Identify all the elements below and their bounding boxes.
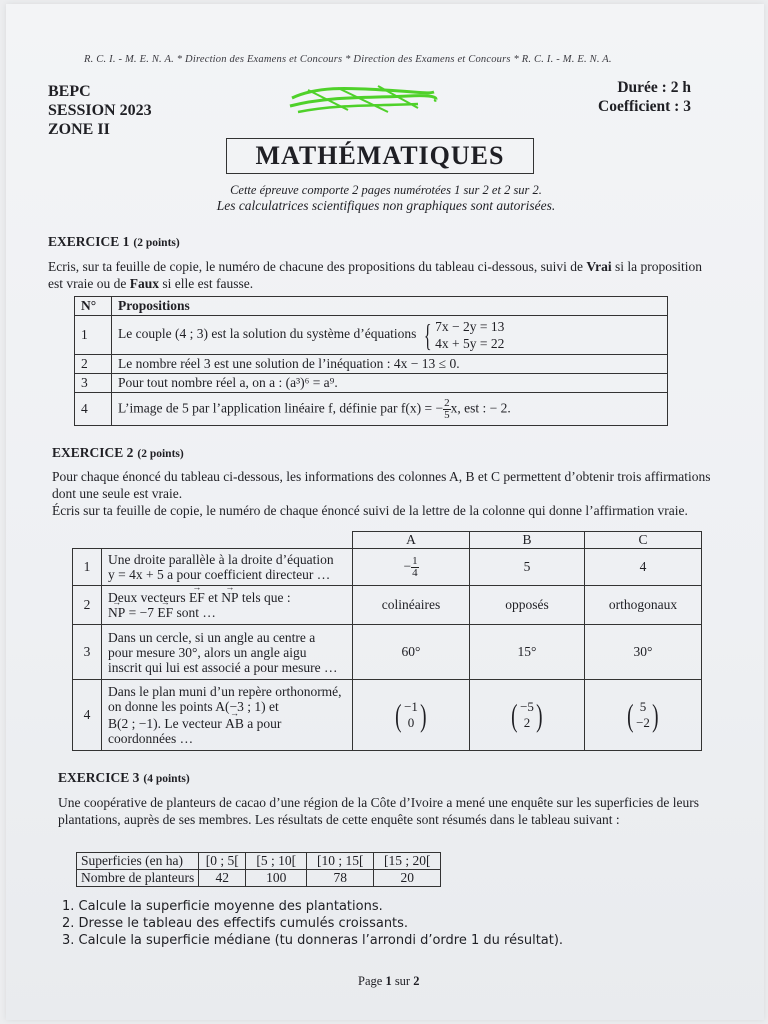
fraction [411, 556, 419, 579]
vector-y: 2 [523, 715, 531, 730]
table-row [75, 297, 668, 316]
row-number: 3 [75, 374, 112, 393]
col-propositions: Propositions [112, 297, 668, 316]
equation-system [420, 318, 505, 352]
statement-line [108, 716, 346, 731]
proposition-cell [112, 393, 668, 426]
ex1-vrai: Vrai [586, 259, 612, 274]
fraction-numerator: 1 [412, 554, 418, 567]
ex3-questions [62, 898, 563, 949]
ex2-title-text: EXERCICE 2 [52, 445, 134, 460]
answer-b: 15° [470, 625, 585, 680]
exam-zone: ZONE II [48, 121, 110, 138]
left-brace: { [423, 317, 432, 353]
col-c: C [585, 532, 702, 549]
table-row [73, 625, 702, 680]
ex2-title [52, 445, 184, 461]
proposition-text-b: x, est : − 2. [450, 400, 511, 416]
footer-text: Page [358, 974, 386, 988]
intro [126, 182, 646, 214]
ex3-instructions: Une coopérative de planteurs de cacao d’une région de la Côte d’Ivoire a mené une enquête sur les superficies de leurs plantations, auprès de ses membres. Les résultats de cette enquête sont résumés dans le tableau suivant : [58, 795, 699, 827]
statement-line: Dans un cercle, si un angle au centre a [108, 629, 316, 645]
table-row [75, 316, 668, 355]
row-label: Superficies (en ha) [77, 853, 199, 870]
vector-y: 0 [407, 715, 415, 730]
subject-title-box [226, 138, 534, 174]
count-cell: 42 [199, 870, 246, 887]
count-cell: 100 [246, 870, 307, 887]
banner: R. C. I. - M. E. N. A. * Direction des Examens et Concours * Direction des Examens et Concours * R. C. I. - M. E. N. A. [84, 54, 612, 65]
answer-c: 30° [585, 625, 702, 680]
table-row [73, 586, 702, 625]
statement [102, 586, 353, 625]
ex2-points: (2 points) [137, 448, 184, 460]
exam-name: BEPC [48, 83, 91, 100]
ex1-points: (2 points) [133, 237, 180, 249]
ex1-text-c: si elle est fausse. [158, 276, 254, 291]
ex3-points: (4 points) [143, 773, 190, 785]
table-row [75, 393, 668, 426]
footer-text: sur [391, 974, 414, 988]
row-label: Nombre de planteurs [77, 870, 199, 887]
duration: Durée : 2 h [617, 79, 691, 96]
table-row [75, 355, 668, 374]
list-item: 3. Calcule la superficie médiane (tu donneras l’arrondi d’ordre 1 du résultat). [62, 933, 564, 948]
vector: → NP [108, 605, 125, 620]
statement-line: inscrit qui lui est associé a pour mesure … [108, 659, 338, 675]
table-row [77, 853, 441, 870]
vector-x: −5 [520, 699, 534, 714]
text: et [204, 590, 222, 605]
exam-session: SESSION 2023 [48, 102, 152, 119]
row-number: 2 [73, 586, 102, 625]
vector: → AB [225, 716, 244, 731]
ex1-instructions [48, 258, 716, 292]
row-number: 3 [73, 625, 102, 680]
list-item: 2. Dresse le tableau des effectifs cumulés croissants. [62, 916, 409, 931]
col-a: A [353, 532, 470, 549]
vector: → EF [157, 605, 173, 620]
proposition-text-a: L’image de 5 par l’application linéaire f, définie par f(x) = − [118, 400, 444, 416]
table-row [73, 680, 702, 751]
proposition-cell [112, 316, 668, 355]
fraction-denominator: 5 [444, 408, 450, 421]
answer-a [353, 549, 470, 586]
answer-a: colinéaires [353, 586, 470, 625]
answer-b: opposés [470, 586, 585, 625]
statement [102, 680, 353, 751]
vector: → NP [221, 590, 238, 605]
row-number: 4 [73, 680, 102, 751]
column-vector: ( −5 2 ) [511, 697, 543, 733]
ex3-title [58, 770, 190, 786]
answer-c [585, 680, 702, 751]
vector-y: −2 [636, 715, 650, 730]
class-cell: [10 ; 15[ [307, 853, 374, 870]
ex1-text-a: Ecris, sur ta feuille de copie, le numéro de chacune des propositions du tableau ci-dessous, suivi de [48, 259, 587, 274]
ex1-table [74, 296, 668, 426]
page-number [358, 974, 419, 989]
proposition-text: Pour tout nombre réel a, on a : (a³)⁶ = a⁹. [112, 374, 668, 393]
class-cell: [5 ; 10[ [246, 853, 307, 870]
ex1-title-text: EXERCICE 1 [48, 234, 130, 249]
ex2-table [72, 531, 702, 751]
statement-line: on donne les points A(−3 ; 1) et [108, 699, 279, 714]
ex2-instructions-1: Pour chaque énoncé du tableau ci-dessous, les informations des colonnes A, B et C permettent d’obtenir trois affirmations dont une seule est vraie. [52, 469, 711, 501]
exam-meta [598, 78, 691, 116]
text: Deux vecteurs [108, 590, 189, 605]
row-number: 1 [75, 316, 112, 355]
equation-1: 7x − 2y = 13 [435, 319, 505, 334]
statement-line: y = 4x + 5 a pour coefficient directeur … [108, 567, 331, 582]
subject-title: MATHÉMATIQUES [255, 141, 505, 170]
table-row [73, 549, 702, 586]
count-cell: 78 [307, 870, 374, 887]
vector-x: 5 [639, 699, 647, 714]
coefficient: Coefficient : 3 [598, 98, 691, 115]
column-vector: ( 5 −2 ) [627, 697, 659, 733]
statement-line: coordonnées … [108, 731, 194, 746]
text: B(2 ; −1). Le vecteur [108, 716, 226, 731]
answer-a: 60° [353, 625, 470, 680]
minus-sign: − [403, 558, 412, 574]
statement-line: pour mesure 30°, alors un angle aigu [108, 644, 307, 660]
answer-c: 4 [585, 549, 702, 586]
count-cell: 20 [374, 870, 441, 887]
ex3-title-text: EXERCICE 3 [58, 770, 140, 785]
ex2-instructions-2: Écris sur ta feuille de copie, le numéro de chaque énoncé suivi de la lettre de la colonne qui donne l’affirmation vraie. [52, 503, 688, 518]
col-b: B [470, 532, 585, 549]
column-vector: ( −1 0 ) [395, 697, 427, 733]
fraction-numerator: 2 [444, 396, 450, 409]
statement-line [108, 605, 346, 620]
statement-line [108, 590, 346, 605]
text: tels que : [238, 590, 291, 605]
answer-b [470, 680, 585, 751]
statement-line: Dans le plan muni d’un repère orthonormé, [108, 684, 342, 699]
fraction [443, 398, 451, 421]
table-row [73, 532, 702, 549]
row-number: 1 [73, 549, 102, 586]
ex1-text-b: si la proposition est vraie ou de [48, 259, 702, 291]
proposition-text: Le nombre réel 3 est une solution de l’inéquation : 4x − 13 ≤ 0. [112, 355, 668, 374]
vector-x: −1 [404, 699, 418, 714]
proposition-text: Le couple (4 ; 3) est la solution du système d’équations [118, 326, 417, 342]
table-row [75, 374, 668, 393]
text: a pour [243, 716, 282, 731]
answer-a [353, 680, 470, 751]
equation-2: 4x + 5y = 22 [435, 336, 505, 351]
intro-line-2: Les calculatrices scientifiques non graphiques sont autorisées. [216, 198, 556, 213]
ex1-title [48, 234, 180, 250]
ex1-faux: Faux [129, 276, 159, 291]
ex3-table [76, 852, 441, 887]
text: = −7 [125, 605, 158, 620]
redaction-scribble [288, 82, 438, 118]
col-no: N° [75, 297, 112, 316]
empty-corner [73, 532, 353, 549]
row-number: 4 [75, 393, 112, 426]
statement-line: Une droite parallèle à la droite d’équation [108, 552, 334, 567]
vector: → EF [189, 590, 205, 605]
answer-b: 5 [470, 549, 585, 586]
answer-c: orthogonaux [585, 586, 702, 625]
intro-line-1: Cette épreuve comporte 2 pages numérotées 1 sur 2 et 2 sur 2. [230, 183, 542, 197]
exam-info [48, 82, 152, 139]
statement [102, 625, 353, 680]
table-row [77, 870, 441, 887]
footer-total: 2 [413, 974, 420, 988]
list-item: 1. Calcule la superficie moyenne des plantations. [62, 899, 383, 914]
row-number: 2 [75, 355, 112, 374]
fraction-denominator: 4 [412, 566, 418, 579]
exam-sheet [6, 4, 764, 1020]
class-cell: [0 ; 5[ [199, 853, 246, 870]
footer-page: 1 [385, 974, 392, 988]
text: sont … [173, 605, 216, 620]
class-cell: [15 ; 20[ [374, 853, 441, 870]
